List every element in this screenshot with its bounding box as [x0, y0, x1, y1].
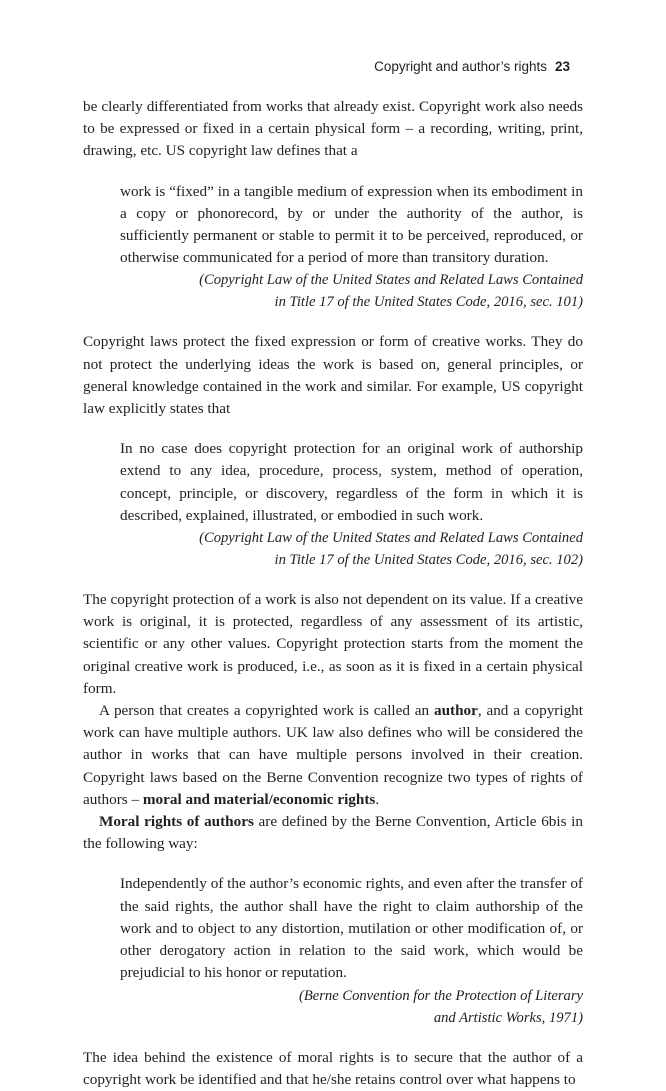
- term-moral-economic-rights: moral and material/economic rights: [142, 790, 376, 808]
- spacer: [83, 313, 583, 331]
- paragraph-5: [83, 811, 583, 855]
- paragraph-3: The copyright protection of a work is also not dependent on its value. If a creative work is original, it is protected, regardless of any assessment of its artistic, scientific or any other values. Copyright protection starts from the moment the original creative work is produced, i.e., as soon as it is fixed in a certain physical form.: [83, 591, 583, 697]
- running-header: [374, 59, 570, 74]
- body-text: [83, 96, 583, 1091]
- block-quote-3-citation: [120, 985, 583, 1029]
- paragraph-6: The idea behind the existence of moral rights is to secure that the author of a copyright work be identified and that he/she retains control over what happens to: [83, 1048, 583, 1088]
- paragraph-1: be clearly differentiated from works that already exist. Copyright work also needs to be expressed or fixed in a certain physical form – a recording, writing, print, drawing, etc. US copyright law defines that a: [83, 98, 583, 160]
- paragraph-4-text: , and a copyright work can have multiple authors. UK law also defines who will be considered the author in works that can have multiple persons involved in their creation. Copyright laws based on the Berne Convention recognize two types of rights of authors –: [83, 702, 583, 808]
- citation-line: and Artistic Works, 1971): [433, 1009, 583, 1026]
- block-quote-3: [120, 873, 583, 1028]
- citation-line: (Berne Convention for the Protection of Literary: [299, 987, 583, 1004]
- block-quote-2-citation: [120, 527, 583, 571]
- term-moral-rights: Moral rights of authors: [99, 813, 254, 831]
- citation-line: in Title 17 of the United States Code, 2016, sec. 101): [274, 294, 583, 311]
- block-quote-2: [120, 438, 583, 571]
- spacer: [83, 163, 583, 181]
- block-quote-3-text: Independently of the author’s economic rights, and even after the transfer of the said rights, the author shall have the right to claim authorship of the work and to object to any distortion, mutilation or other modification of, or other derogatory action in relation to the said work, which would be prejudicial to his honor or reputation.: [120, 875, 583, 982]
- block-quote-1-citation: [120, 269, 583, 313]
- spacer: [83, 855, 583, 873]
- term-author: author: [433, 702, 478, 720]
- spacer: [83, 420, 583, 438]
- block-quote-1: [120, 181, 583, 314]
- block-quote-2-text: In no case does copyright protection for an original work of authorship extend to any idea, procedure, process, system, method of operation, concept, principle, or discovery, regardless of the form in which it is described, explained, illustrated, or embodied in such work.: [120, 440, 583, 524]
- citation-line: (Copyright Law of the United States and Related Laws Contained: [199, 530, 583, 547]
- paragraph-5-text: are defined by the Berne Convention, Article 6bis in the following way:: [83, 813, 583, 853]
- block-quote-1-text: work is “fixed” in a tangible medium of expression when its embodiment in a copy or phonorecord, by or under the authority of the author, is sufficiently permanent or stable to permit it to be perceived, reproduced, or otherwise communicated for a period of more than transitory duration.: [120, 182, 583, 267]
- running-title: Copyright and author’s rights: [374, 59, 547, 74]
- paragraph-2: Copyright laws protect the fixed expression or form of creative works. They do not protect the underlying ideas the work is based on, general principles, or general knowledge contained in the work and similar. For example, US copyright law explicitly states that: [83, 333, 583, 418]
- paragraph-4-text: A person that creates a copyrighted work is called an: [99, 702, 434, 720]
- spacer: [83, 1029, 583, 1047]
- citation-line: in Title 17 of the United States Code, 2016, sec. 102): [274, 552, 583, 569]
- paragraph-4: [83, 700, 583, 811]
- spacer: [83, 571, 583, 589]
- citation-line: (Copyright Law of the United States and Related Laws Contained: [199, 272, 583, 289]
- page-number: 23: [554, 59, 570, 74]
- paragraph-4-text: .: [375, 790, 380, 808]
